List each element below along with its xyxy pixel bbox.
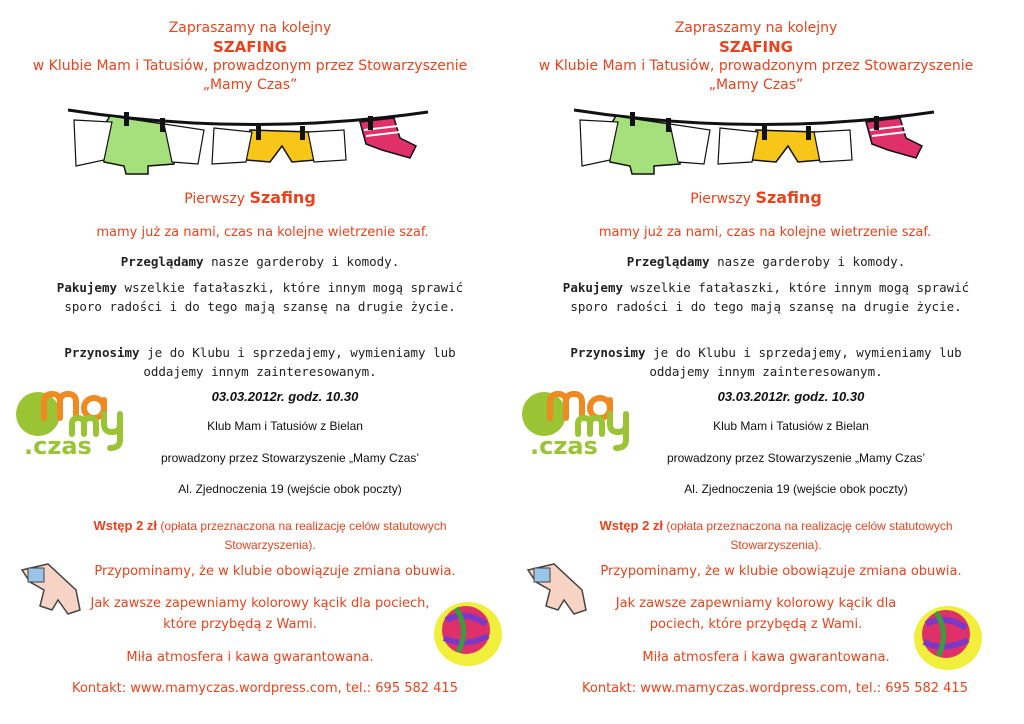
pack-rest: wszelkie fatałaszki, które innym mogą sprawić sporo radości i do tego mają szansę na drugie życie.	[570, 280, 970, 314]
review-bold: Przeglądamy	[626, 254, 710, 269]
first-szafing	[506, 188, 1006, 207]
atmosphere-text: Miła atmosfera i kawa gwarantowana.	[642, 650, 890, 665]
event-place: Klub Mam i Tatusiów z Bielan	[713, 419, 869, 433]
bring-rest: je do Klubu i sprzedajemy, wymieniamy lub oddajemy innym zainteresowanym.	[645, 345, 962, 379]
contact-link[interactable]: Kontakt: www.mamyczas.wordpress.com, tel.: 695 582 415	[72, 681, 458, 696]
flyer-right	[506, 0, 1018, 724]
entry-fee-bold: Wstęp 2 zł	[599, 518, 664, 533]
event-place: Klub Mam i Tatusiów z Bielan	[207, 419, 363, 433]
event-date: 03.03.2012r. godz. 10.30	[211, 389, 359, 404]
event-address: Al. Zjednoczenia 19 (wejście obok poczty)	[178, 482, 402, 496]
shoe-reminder: Przypominamy, że w klubie obowiązuje zmiana obuwia.	[600, 564, 962, 579]
logo-text: .czas	[24, 432, 92, 460]
kids-corner-line-1: Jak zawsze zapewniamy kolorowy kącik dla pociech,	[90, 596, 430, 611]
clothesline-illustration	[570, 104, 940, 186]
toy-ball-illustration	[430, 590, 508, 670]
flyer-header	[506, 19, 1006, 95]
first-word: Szafing	[755, 188, 822, 207]
first-prefix: Pierwszy	[690, 191, 751, 207]
header-line-4: „Mamy Czas”	[202, 77, 298, 93]
pack-bold: Pakujemy	[562, 280, 624, 295]
mamy-czas-logo	[10, 384, 160, 460]
pack-bold: Pakujemy	[56, 280, 118, 295]
header-title: SZAFING	[213, 38, 287, 56]
first-prefix: Pierwszy	[184, 191, 245, 207]
clothesline-illustration	[64, 104, 434, 186]
kids-corner-line-1: Jak zawsze zapewniamy kolorowy kącik dla	[615, 596, 897, 611]
event-organizer: prowadzony przez Stowarzyszenie „Mamy Czas’	[160, 451, 420, 465]
atmosphere-text: Miła atmosfera i kawa gwarantowana.	[126, 650, 374, 665]
paragraph-pack	[546, 278, 986, 316]
paragraph-bring	[546, 343, 986, 381]
header-line-1: Zapraszamy na kolejny	[674, 20, 838, 36]
entry-fee-bold: Wstęp 2 zł	[93, 518, 158, 533]
first-szafing	[0, 188, 500, 207]
event-address: Al. Zjednoczenia 19 (wejście obok poczty)	[684, 482, 908, 496]
contact-link[interactable]: Kontakt: www.mamyczas.wordpress.com, tel.: 695 582 415	[582, 681, 968, 696]
paragraph-review	[40, 252, 480, 271]
bring-bold: Przynosimy	[64, 345, 140, 360]
first-word: Szafing	[249, 188, 316, 207]
bring-rest: je do Klubu i sprzedajemy, wymieniamy lub oddajemy innym zainteresowanym.	[139, 345, 456, 379]
paragraph-pack	[40, 278, 480, 316]
review-rest: nasze garderoby i komody.	[203, 254, 400, 269]
entry-fee	[70, 516, 470, 555]
header-line-1: Zapraszamy na kolejny	[168, 20, 332, 36]
pack-rest: wszelkie fatałaszki, które innym mogą sprawić sporo radości i do tego mają szansę na drugie życie.	[64, 280, 464, 314]
entry-fee-note: (opłata przeznaczona na realizację celów statutowych Stowarzyszenia).	[157, 519, 447, 552]
bring-bold: Przynosimy	[570, 345, 646, 360]
entry-fee-note: (opłata przeznaczona na realizację celów statutowych Stowarzyszenia).	[663, 519, 953, 552]
kids-corner-line-2: które przybędą z Wami.	[163, 617, 317, 632]
mamy-czas-logo	[516, 384, 666, 460]
flyer-header	[0, 19, 500, 95]
review-bold: Przeglądamy	[120, 254, 204, 269]
event-organizer: prowadzony przez Stowarzyszenie „Mamy Czas’	[666, 451, 926, 465]
shoe-reminder: Przypominamy, że w klubie obowiązuje zmiana obuwia.	[94, 564, 456, 579]
paragraph-review	[546, 252, 986, 271]
logo-text: .czas	[530, 432, 598, 460]
header-line-4: „Mamy Czas”	[708, 77, 804, 93]
baby-glove-illustration	[18, 560, 84, 616]
header-line-3: w Klubie Mam i Tatusiów, prowadzonym przez Stowarzyszenie	[32, 58, 468, 74]
kids-corner-line-2: pociech, które przybędą z Wami.	[649, 617, 863, 632]
header-line-3: w Klubie Mam i Tatusiów, prowadzonym przez Stowarzyszenie	[538, 58, 974, 74]
behind-us-text: mamy już za nami, czas na kolejne wietrzenie szaf.	[598, 225, 932, 240]
paragraph-bring	[40, 343, 480, 381]
event-date: 03.03.2012r. godz. 10.30	[717, 389, 865, 404]
review-rest: nasze garderoby i komody.	[709, 254, 906, 269]
behind-us-text: mamy już za nami, czas na kolejne wietrzenie szaf.	[96, 225, 429, 240]
entry-fee	[576, 516, 976, 555]
header-title: SZAFING	[719, 38, 793, 56]
baby-glove-illustration	[524, 560, 590, 616]
